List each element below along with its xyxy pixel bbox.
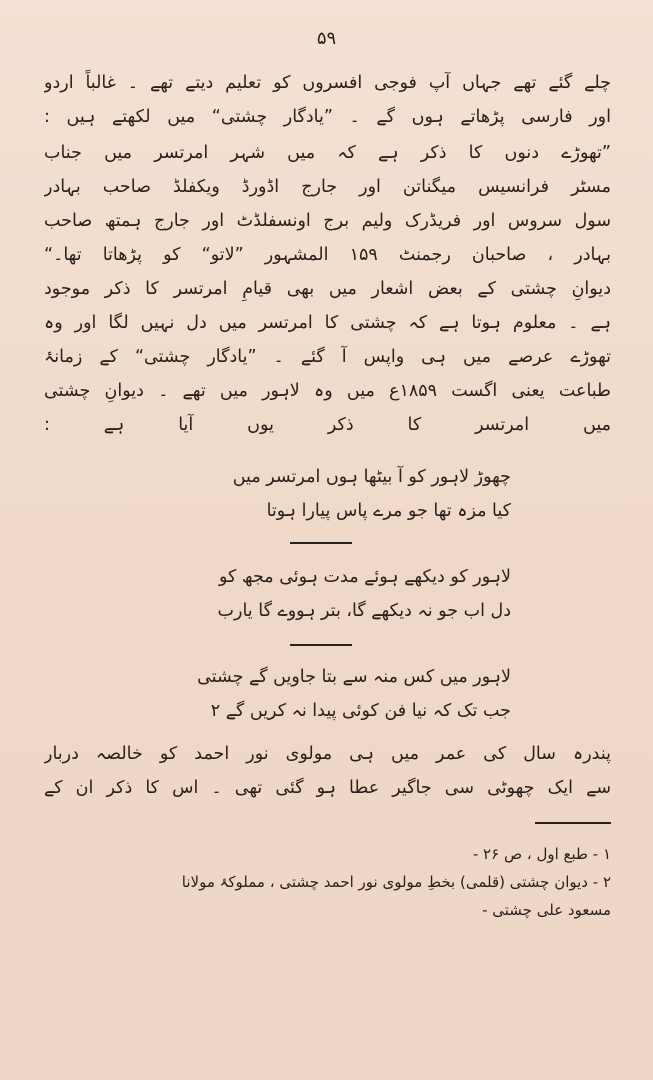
paragraph-1 [44, 66, 611, 134]
footnote-1: ۱ - طبع اول ، ص ۲۶ - [472, 845, 611, 863]
text-line: پندرہ سال کی عمر میں ہی مولوی نور احمد کو خالصہ دربار [44, 744, 611, 764]
verse-line: لاہور میں کس منہ سے بتا جاویں گے چشتی [197, 667, 511, 687]
verse-line: دل اب جو نہ دیکھے گا، بتر ہووے گا یارب [217, 601, 511, 621]
verse-line: جب تک کہ نیا فن کوئی پیدا نہ کریں گے ۲ [210, 701, 511, 721]
text-line: اور فارسی پڑھاتے ہوں گے ۔ ”یادگار چشتی“ میں لکھتے ہیں : [44, 107, 611, 127]
text-line: بہادر ، صاحبان رجمنٹ ۱۵۹ المشہور ”لاتو“ کو پڑھاتا تھا۔“ [44, 245, 611, 265]
verse-line: کیا مزہ تھا جو مرے پاس پیارا ہوتا [266, 501, 511, 521]
verse-couplet-3 [197, 660, 511, 728]
text-line: چلے گئے تھے جہاں آپ فوجی افسروں کو تعلیم دیتے تھے ۔ غالباً اردو [44, 73, 611, 93]
page-number: ۵۹ [316, 28, 337, 49]
footnote-2-continued: مسعود علی چشتی - [482, 901, 611, 919]
verse-line: لاہور کو دیکھے ہوئے مدت ہوئی مجھ کو [219, 567, 511, 587]
footnotes [60, 840, 611, 924]
text-line: سے ایک چھوٹی سی جاگیر عطا ہو گئی تھی ۔ اس کا ذکر ان کے [44, 778, 611, 798]
verse-couplet-2 [218, 560, 511, 628]
verse-divider [290, 542, 352, 544]
text-line: تھوڑے عرصے میں ہی واپس آ گئے ۔ ”یادگار چشتی“ کے زمانۂ [44, 347, 611, 367]
paragraph-3 [44, 272, 611, 442]
footnote-rule [535, 822, 611, 824]
footnote-2: ۲ - دیوان چشتی (قلمی) بخطِ مولوی نور احمد چشتی ، مملوکۂ مولانا [181, 873, 611, 891]
verse-line: چھوڑ لاہور کو آ بیٹھا ہوں امرتسر میں [232, 467, 511, 487]
quotation-paragraph [44, 136, 611, 272]
text-line: ہے ۔ معلوم ہوتا ہے کہ چشتی کا امرتسر میں دل نہیں لگا اور وہ [44, 313, 611, 333]
paragraph-4 [44, 737, 611, 805]
text-line: ”تھوڑے دنوں کا ذکر ہے کہ میں شہر امرتسر میں جناب [44, 143, 611, 163]
text-line: میں امرتسر کا ذکر یوں آیا ہے : [44, 415, 611, 435]
text-line: سول سروس اور فریڈرک ولیم برج اونسفلڈٹ اور جارج ہمتھ صاحب [44, 211, 611, 231]
verse-couplet-1 [233, 460, 511, 528]
verse-divider [290, 644, 352, 646]
text-line: مسٹر فرانسیس میگناتن اور جارج اڈورڈ ویکفلڈ صاحب بہادر [44, 177, 611, 197]
text-line: دیوانِ چشتی کے بعض اشعار میں بھی قیامِ امرتسر کا ذکر موجود [44, 279, 611, 299]
text-line: طباعت یعنی اگست ۱۸۵۹ع میں وہ لاہور میں تھے ۔ دیوانِ چشتی [44, 381, 611, 401]
